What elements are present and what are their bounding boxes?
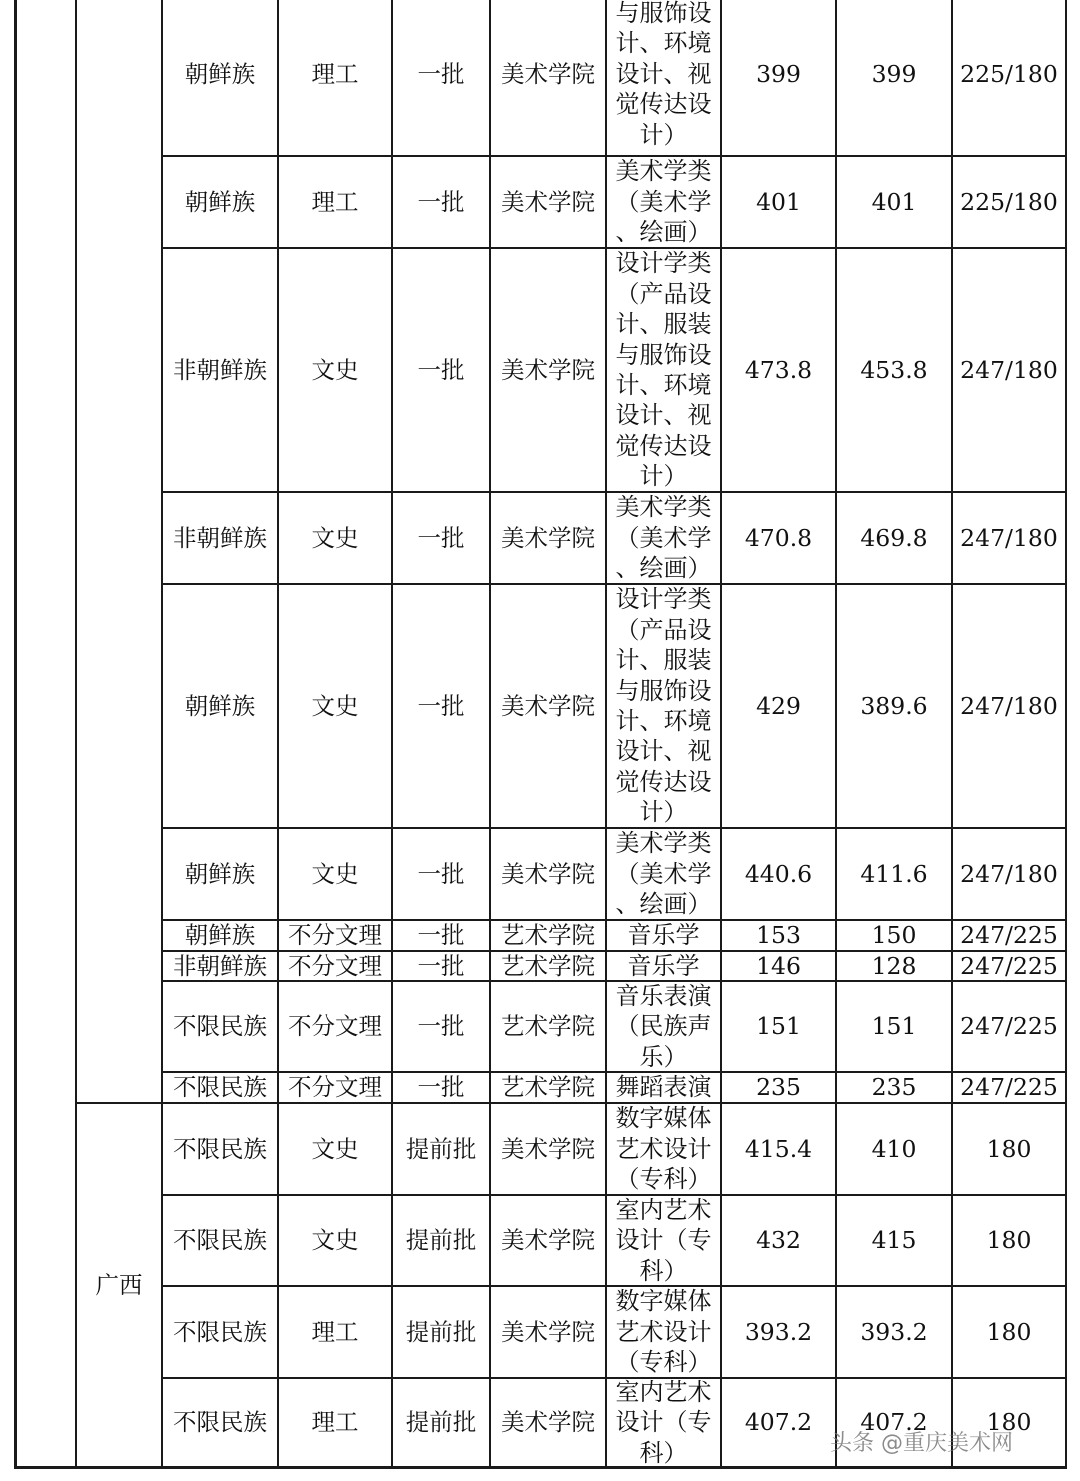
category-cell: 不分文理 — [288, 921, 382, 950]
score-max-cell: 151 — [756, 1012, 801, 1041]
major-cell: 设计学类 （产品设 计、服装 与服饰设 计、环境 设计、视 觉传达设 计） — [615, 249, 712, 491]
score-max-cell: 153 — [756, 921, 801, 950]
control-line-cell: 247/225 — [960, 921, 1058, 950]
category-cell: 不分文理 — [288, 1012, 382, 1041]
score-max-cell: 235 — [756, 1073, 801, 1102]
major-cell: 数字媒体 艺术设计 （专科） — [615, 1104, 712, 1194]
score-min-cell: 235 — [871, 1073, 917, 1102]
major-cell: 与服饰设 计、环境 设计、视 觉传达设 计） — [615, 0, 712, 149]
ethnicity-cell: 朝鲜族 — [184, 859, 256, 888]
control-line-cell: 247/180 — [960, 859, 1058, 888]
major-cell: 舞蹈表演 — [615, 1073, 712, 1102]
batch-cell: 一批 — [417, 355, 465, 384]
college-cell: 美术学院 — [501, 187, 595, 216]
college-cell: 美术学院 — [501, 691, 595, 720]
control-line-cell: 180 — [986, 1134, 1032, 1163]
batch-cell: 一批 — [417, 859, 465, 888]
score-max-cell: 401 — [756, 187, 801, 216]
category-cell: 理工 — [311, 187, 359, 216]
control-line-cell: 247/180 — [960, 355, 1058, 384]
batch-cell: 提前批 — [405, 1226, 477, 1255]
major-cell: 美术学类 （美术学 、绘画） — [615, 157, 712, 247]
score-max-cell: 473.8 — [744, 355, 813, 384]
score-min-cell: 389.6 — [860, 691, 928, 720]
score-max-cell: 393.2 — [744, 1317, 813, 1346]
score-min-cell: 393.2 — [860, 1317, 928, 1346]
control-line-cell: 247/180 — [960, 523, 1058, 552]
college-cell: 美术学院 — [501, 355, 595, 384]
score-min-cell: 469.8 — [860, 523, 928, 552]
category-cell: 文史 — [311, 859, 359, 888]
control-line-cell: 247/225 — [960, 1073, 1058, 1102]
ethnicity-cell: 不限民族 — [173, 1073, 267, 1102]
major-cell: 设计学类 （产品设 计、服装 与服饰设 计、环境 设计、视 觉传达设 计） — [615, 585, 712, 827]
ethnicity-cell: 非朝鲜族 — [173, 523, 267, 552]
category-cell: 理工 — [311, 1317, 359, 1346]
college-cell: 艺术学院 — [501, 1073, 595, 1102]
college-cell: 艺术学院 — [501, 951, 595, 980]
score-min-cell: 415 — [871, 1226, 917, 1255]
score-max-cell: 470.8 — [744, 523, 813, 552]
score-max-cell: 432 — [756, 1226, 801, 1255]
batch-cell: 提前批 — [405, 1408, 477, 1437]
control-line-cell: 247/180 — [960, 691, 1058, 720]
control-line-cell: 225/180 — [960, 59, 1058, 88]
score-min-cell: 453.8 — [860, 355, 928, 384]
ethnicity-cell: 不限民族 — [173, 1408, 267, 1437]
college-cell: 美术学院 — [501, 1408, 595, 1437]
score-min-cell: 401 — [871, 187, 917, 216]
control-line-cell: 247/225 — [960, 1012, 1058, 1041]
college-cell: 美术学院 — [501, 59, 595, 88]
ethnicity-cell: 不限民族 — [173, 1317, 267, 1346]
batch-cell: 一批 — [417, 1073, 465, 1102]
college-cell: 艺术学院 — [501, 1012, 595, 1041]
batch-cell: 一批 — [417, 691, 465, 720]
major-cell: 音乐表演 （民族声 乐） — [615, 981, 712, 1071]
batch-cell: 一批 — [417, 523, 465, 552]
control-line-cell: 180 — [986, 1317, 1032, 1346]
batch-cell: 一批 — [417, 59, 465, 88]
ethnicity-cell: 不限民族 — [173, 1134, 267, 1163]
control-line-cell: 247/225 — [960, 951, 1058, 980]
score-min-cell: 399 — [871, 59, 917, 88]
batch-cell: 一批 — [417, 921, 465, 950]
score-max-cell: 407.2 — [744, 1408, 813, 1437]
category-cell: 不分文理 — [288, 951, 382, 980]
score-max-cell: 440.6 — [744, 859, 813, 888]
college-cell: 美术学院 — [501, 1317, 595, 1346]
score-min-cell: 410 — [871, 1134, 917, 1163]
control-line-cell: 180 — [986, 1226, 1032, 1255]
batch-cell: 一批 — [417, 1012, 465, 1041]
province-cell-guangxi: 广西 — [95, 1270, 143, 1299]
college-cell: 美术学院 — [501, 859, 595, 888]
category-cell: 文史 — [311, 1134, 359, 1163]
major-cell: 数字媒体 艺术设计 （专科） — [615, 1287, 712, 1377]
major-cell: 室内艺术 设计（专 科） — [615, 1195, 712, 1285]
ethnicity-cell: 非朝鲜族 — [173, 355, 267, 384]
ethnicity-cell: 不限民族 — [173, 1226, 267, 1255]
batch-cell: 提前批 — [405, 1317, 477, 1346]
major-cell: 美术学类 （美术学 、绘画） — [615, 829, 712, 919]
category-cell: 文史 — [311, 691, 359, 720]
score-max-cell: 399 — [756, 59, 801, 88]
major-cell: 音乐学 — [627, 951, 700, 980]
ethnicity-cell: 非朝鲜族 — [173, 951, 267, 980]
college-cell: 美术学院 — [501, 523, 595, 552]
score-max-cell: 415.4 — [744, 1134, 813, 1163]
major-cell: 美术学类 （美术学 、绘画） — [615, 493, 712, 583]
control-line-cell: 225/180 — [960, 187, 1058, 216]
score-max-cell: 429 — [756, 691, 801, 720]
batch-cell: 一批 — [417, 187, 465, 216]
score-min-cell: 150 — [871, 921, 917, 950]
batch-cell: 一批 — [417, 951, 465, 980]
control-line-cell: 180 — [986, 1408, 1032, 1437]
watermark: 头条 @重庆美术网 — [830, 1431, 1013, 1456]
ethnicity-cell: 朝鲜族 — [184, 691, 256, 720]
major-cell: 音乐学 — [627, 921, 700, 950]
college-cell: 美术学院 — [501, 1134, 595, 1163]
score-min-cell: 151 — [871, 1012, 917, 1041]
ethnicity-cell: 不限民族 — [173, 1012, 267, 1041]
table-border-left — [14, 0, 17, 1469]
score-min-cell: 407.2 — [860, 1408, 928, 1437]
category-cell: 文史 — [311, 355, 359, 384]
category-cell: 不分文理 — [288, 1073, 382, 1102]
batch-cell: 提前批 — [405, 1134, 477, 1163]
score-max-cell: 146 — [756, 951, 801, 980]
ethnicity-cell: 朝鲜族 — [184, 187, 256, 216]
category-cell: 理工 — [311, 1408, 359, 1437]
score-min-cell: 128 — [871, 951, 917, 980]
ethnicity-cell: 朝鲜族 — [184, 59, 256, 88]
category-cell: 文史 — [311, 1226, 359, 1255]
college-cell: 艺术学院 — [501, 921, 595, 950]
ethnicity-cell: 朝鲜族 — [184, 921, 256, 950]
major-cell: 室内艺术 设计（专 科） — [615, 1378, 712, 1467]
score-min-cell: 411.6 — [860, 859, 928, 888]
college-cell: 美术学院 — [501, 1226, 595, 1255]
category-cell: 文史 — [311, 523, 359, 552]
category-cell: 理工 — [311, 59, 359, 88]
